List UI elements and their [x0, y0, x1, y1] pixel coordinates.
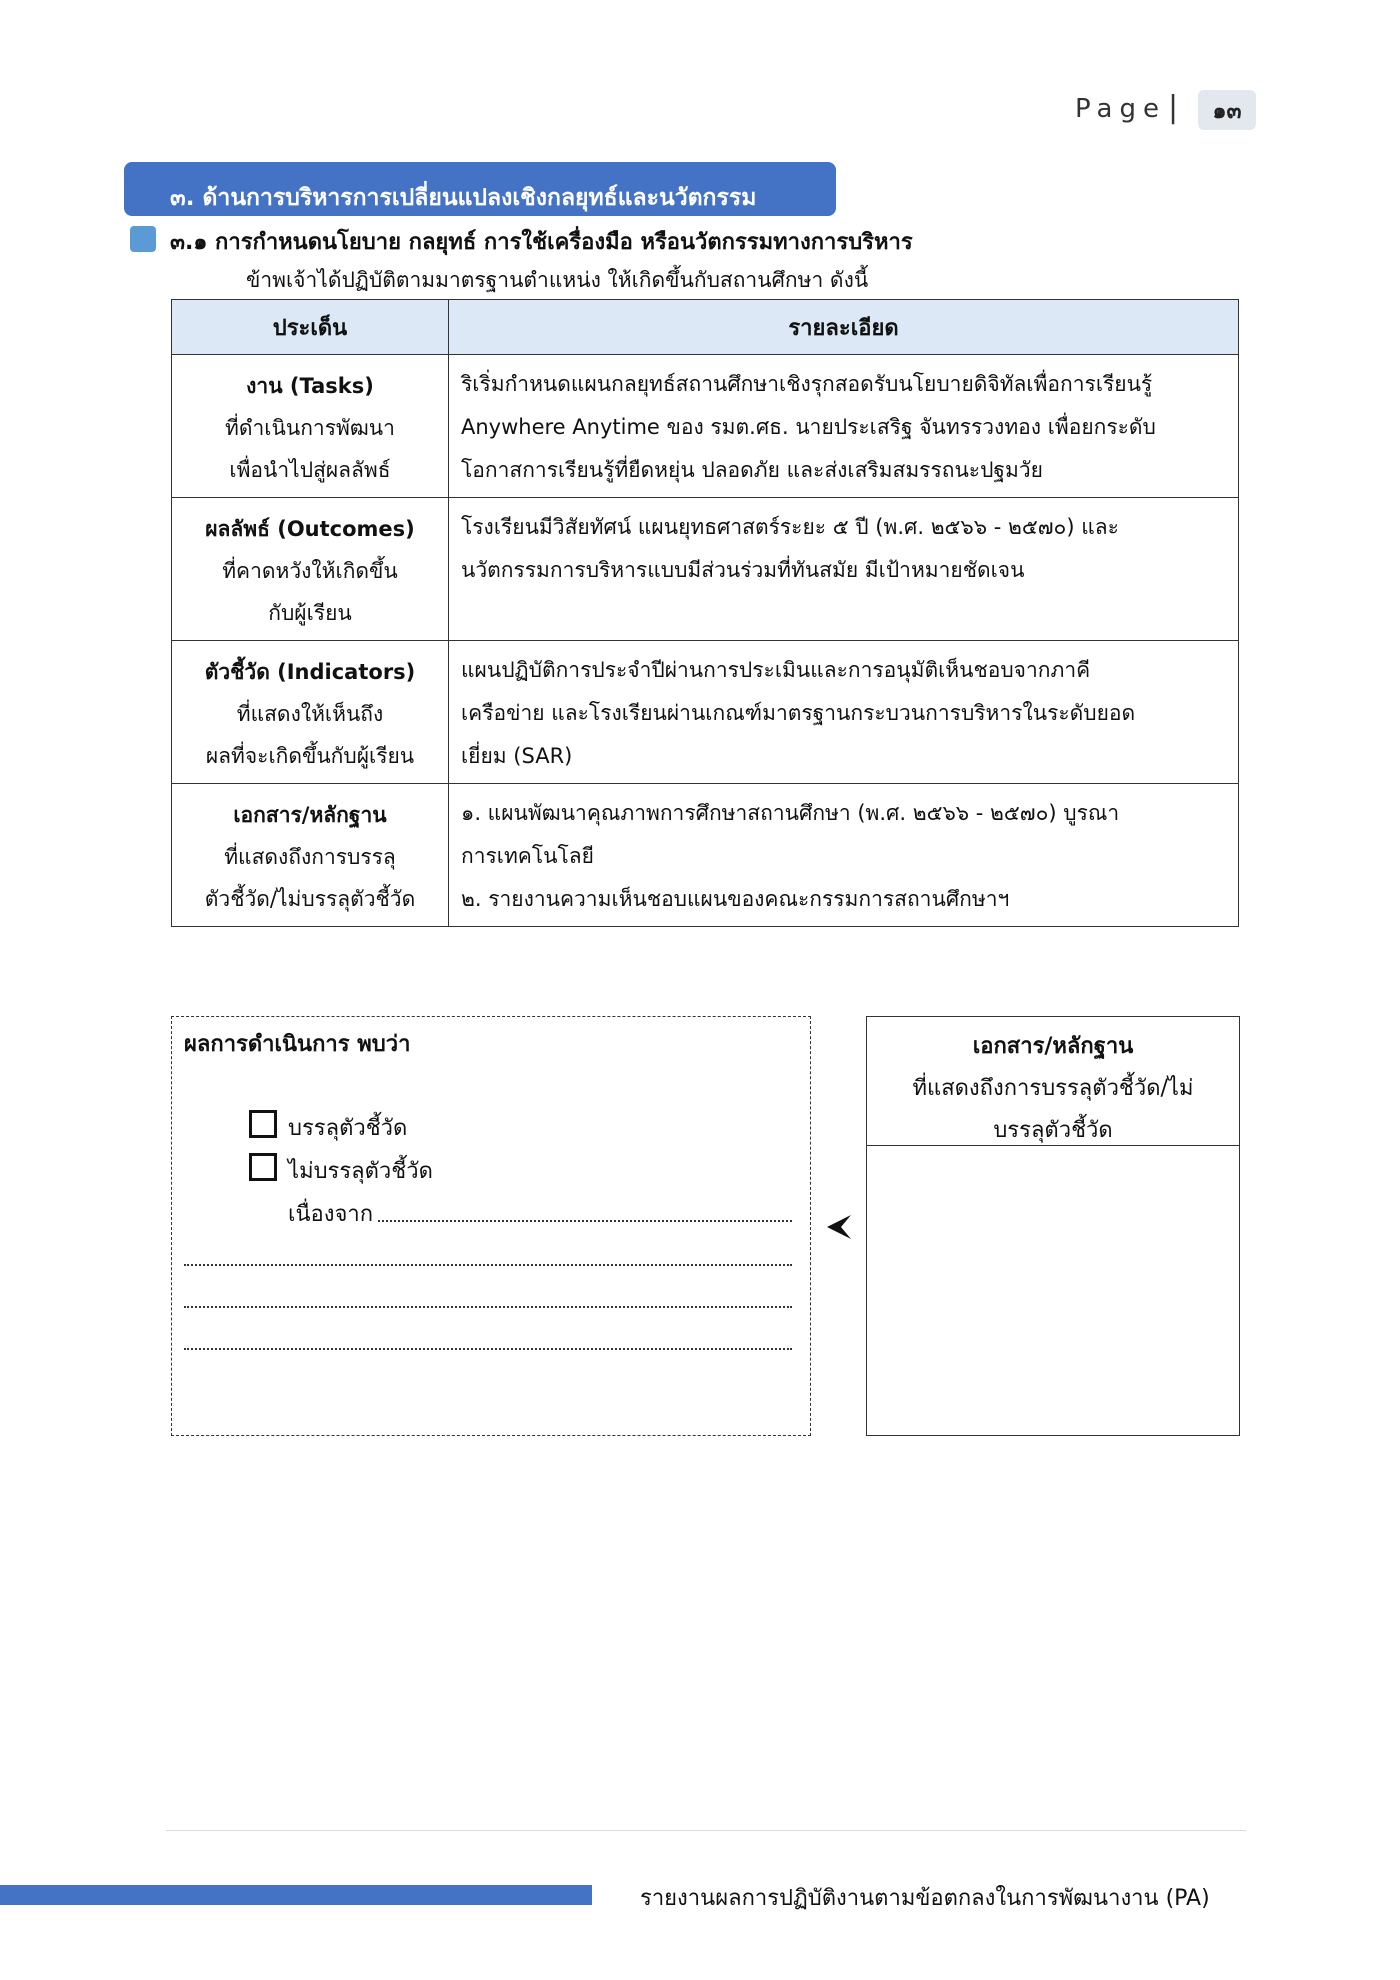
topic-subtext: ที่แสดงถึงการบรรลุ	[224, 845, 396, 869]
topic-title: งาน (Tasks)	[246, 374, 374, 398]
topic-cell	[172, 784, 449, 927]
result-title: ผลการดำเนินการ พบว่า	[184, 1032, 411, 1057]
detail-cell	[449, 355, 1239, 498]
detail-line: ริเริ่มกำหนดแผนกลยุทธ์สถานศึกษาเชิงรุกสอดรับนโยบายดิจิทัลเพื่อการเรียนรู้	[461, 372, 1153, 396]
topic-subtext: เพื่อนำไปสู่ผลลัพธ์	[229, 458, 391, 482]
not-achieved-checkbox[interactable]	[249, 1153, 277, 1181]
subsection-title: ๓.๑ การกำหนดนโยบาย กลยุทธ์ การใช้เครื่องมือ หรือนวัตกรรมทางการบริหาร	[170, 230, 913, 255]
table-header-row	[172, 300, 1239, 355]
footer-divider	[166, 1830, 1246, 1831]
page-separator: |	[1168, 90, 1179, 125]
achieved-checkbox[interactable]	[249, 1110, 277, 1138]
detail-line: โรงเรียนมีวิสัยทัศน์ แผนยุทธศาสตร์ระยะ ๕ ปี (พ.ศ. ๒๕๖๖ - ๒๕๗๐) และ	[461, 515, 1119, 539]
topic-subtext: ที่แสดงให้เห็นถึง	[236, 702, 384, 726]
footer-text: รายงานผลการปฏิบัติงานตามข้อตกลงในการพัฒนางาน (PA)	[640, 1886, 1210, 1911]
table-row	[172, 355, 1239, 498]
topic-cell	[172, 355, 449, 498]
detail-line: เยี่ยม (SAR)	[461, 744, 573, 768]
reason-fill-line[interactable]	[184, 1348, 792, 1350]
footer-accent-bar	[0, 1885, 592, 1905]
because-label: เนื่องจาก	[288, 1202, 374, 1227]
arrow-left-icon	[824, 1212, 854, 1242]
standards-table	[171, 299, 1239, 927]
column-header-topic: ประเด็น	[172, 300, 449, 355]
table-row	[172, 641, 1239, 784]
topic-subtext: กับผู้เรียน	[268, 601, 352, 625]
topic-subtext: ที่ดำเนินการพัฒนา	[225, 416, 395, 440]
subsection-marker-icon	[130, 226, 156, 252]
evidence-subtext: ที่แสดงถึงการบรรลุตัวชี้วัด/ไม่	[912, 1076, 1194, 1101]
page-number: ๑๓	[1198, 90, 1256, 130]
detail-line: แผนปฏิบัติการประจำปีผ่านการประเมินและการอนุมัติเห็นชอบจากภาคี	[461, 658, 1091, 682]
evidence-header	[866, 1016, 1240, 1146]
detail-line: โอกาสการเรียนรู้ที่ยืดหยุ่น ปลอดภัย และส่งเสริมสมรรถนะปฐมวัย	[461, 458, 1043, 482]
detail-line: ๒. รายงานความเห็นชอบแผนของคณะกรรมการสถานศึกษาฯ	[461, 887, 1010, 911]
detail-line: เครือข่าย และโรงเรียนผ่านเกณฑ์มาตรฐานกระบวนการบริหารในระดับยอด	[461, 701, 1136, 725]
table-row	[172, 784, 1239, 927]
detail-line: นวัตกรรมการบริหารแบบมีส่วนร่วมที่ทันสมัย มีเป้าหมายชัดเจน	[461, 558, 1025, 582]
topic-cell	[172, 641, 449, 784]
achieved-label: บรรลุตัวชี้วัด	[288, 1116, 408, 1141]
topic-cell	[172, 498, 449, 641]
evidence-title: เอกสาร/หลักฐาน	[972, 1034, 1134, 1059]
detail-line: Anywhere Anytime ของ รมต.ศธ. นายประเสริฐ จันทรรวงทอง เพื่อยกระดับ	[461, 415, 1156, 439]
detail-cell	[449, 498, 1239, 641]
topic-subtext: ผลที่จะเกิดขึ้นกับผู้เรียน	[205, 744, 415, 768]
reason-fill-line[interactable]	[184, 1306, 792, 1308]
intro-text: ข้าพเจ้าได้ปฏิบัติตามมาตรฐานตำแหน่ง ให้เกิดขึ้นกับสถานศึกษา ดังนี้	[246, 268, 869, 292]
page-label: Page	[1075, 94, 1166, 124]
topic-title: ตัวชี้วัด (Indicators)	[204, 660, 416, 684]
detail-line: การเทคโนโลยี	[461, 844, 594, 868]
reason-fill-line[interactable]	[184, 1264, 792, 1266]
detail-cell	[449, 641, 1239, 784]
result-box	[171, 1016, 811, 1436]
topic-title: ผลลัพธ์ (Outcomes)	[205, 517, 415, 541]
topic-subtext: ที่คาดหวังให้เกิดขึ้น	[222, 559, 398, 583]
reason-fill-line[interactable]	[378, 1220, 792, 1222]
topic-subtext: ตัวชี้วัด/ไม่บรรลุตัวชี้วัด	[204, 887, 416, 911]
evidence-subtext: บรรลุตัวชี้วัด	[993, 1118, 1113, 1143]
detail-cell	[449, 784, 1239, 927]
detail-line: ๑. แผนพัฒนาคุณภาพการศึกษาสถานศึกษา (พ.ศ. ๒๕๖๖ - ๒๕๗๐) บูรณา	[461, 801, 1120, 825]
column-header-detail: รายละเอียด	[449, 300, 1239, 355]
table-row	[172, 498, 1239, 641]
topic-title: เอกสาร/หลักฐาน	[233, 803, 387, 827]
not-achieved-label: ไม่บรรลุตัวชี้วัด	[288, 1159, 433, 1184]
section-title: ๓. ด้านการบริหารการเปลี่ยนแปลงเชิงกลยุทธ์และนวัตกรรม	[170, 185, 757, 211]
